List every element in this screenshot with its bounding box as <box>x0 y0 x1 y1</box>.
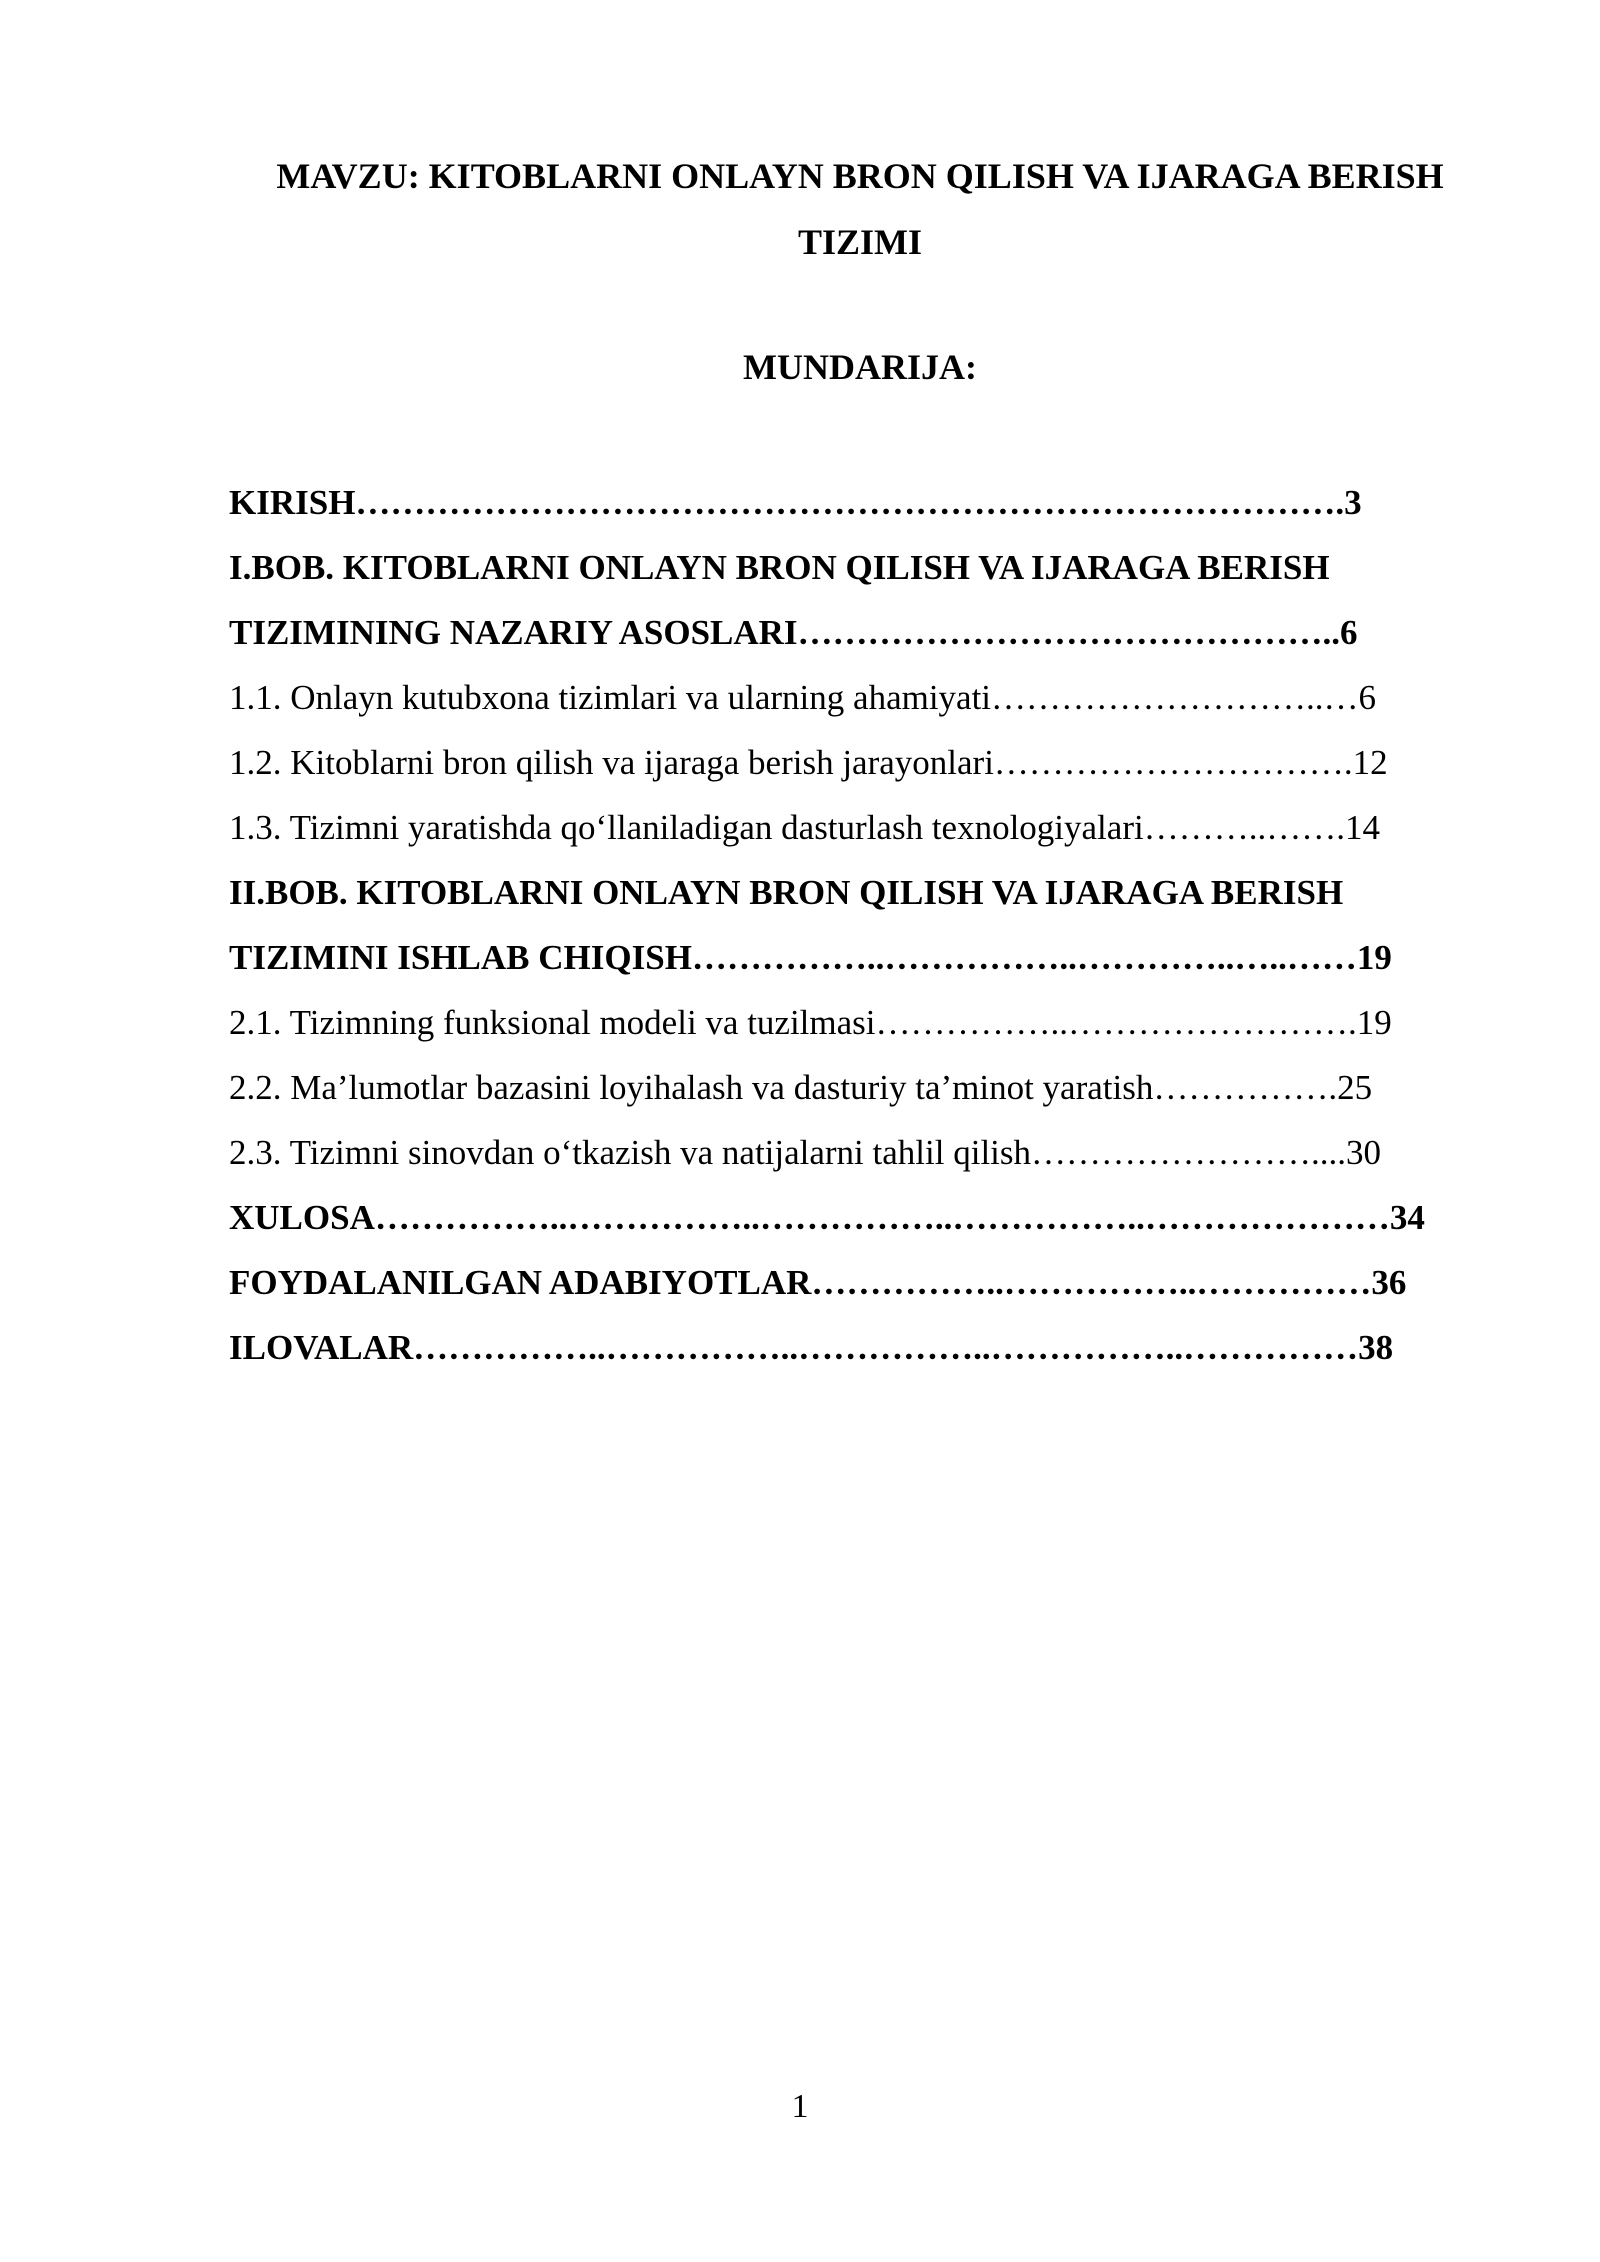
toc-entry: FOYDALANILGAN ADABIYOTLAR……………..……………..……………36 <box>229 1263 1407 1302</box>
toc-entry: 1.2. Kitoblarni bron qilish va ijaraga berish jarayonlari………………………….12 <box>229 743 1388 782</box>
document-title <box>200 143 1520 275</box>
toc-entry: ILOVALAR……………..……………..……………..……………..……………38 <box>229 1328 1394 1367</box>
toc-entry: 2.1. Tizimning funksional modeli va tuzilmasi……………..…………………….19 <box>229 1003 1392 1042</box>
toc-entry: 1.3. Tizimni yaratishda qo‘llaniladigan dasturlash texnologiyalari………..…….14 <box>229 808 1380 847</box>
contents-heading: MUNDARIJA: <box>743 347 977 387</box>
toc-entry: TIZIMINI ISHLAB CHIQISH……………..……………..…………..…..……19 <box>229 938 1392 977</box>
toc-entry: II.BOB. KITOBLARNI ONLAYN BRON QILISH VA IJARAGA BERISH <box>229 873 1344 912</box>
toc-entry: 1.1. Onlayn kutubxona tizimlari va ularning ahamiyati………………………..…6 <box>229 678 1377 717</box>
toc-entry: KIRISH………………………………………………………………………….3 <box>229 483 1362 522</box>
toc-entry: 2.2. Ma’lumotlar bazasini loyihalash va dasturiy ta’minot yaratish…………….25 <box>229 1068 1373 1107</box>
table-of-contents <box>229 470 1509 1380</box>
title-line-2: TIZIMI <box>797 222 923 262</box>
page-number: 1 <box>791 2088 809 2125</box>
toc-entry: I.BOB. KITOBLARNI ONLAYN BRON QILISH VA IJARAGA BERISH <box>229 548 1330 587</box>
title-line-1: MAVZU: KITOBLARNI ONLAYN BRON QILISH VA IJARAGA BERISH <box>276 156 1444 196</box>
toc-entry: 2.3. Tizimni sinovdan o‘tkazish va natijalarni tahlil qilish……………………....30 <box>229 1133 1382 1172</box>
toc-entry: XULOSA……………..……………..……………..……………..…………………34 <box>229 1198 1425 1237</box>
toc-entry: TIZIMINING NAZARIY ASOSLARI………………………………………..6 <box>229 613 1358 652</box>
